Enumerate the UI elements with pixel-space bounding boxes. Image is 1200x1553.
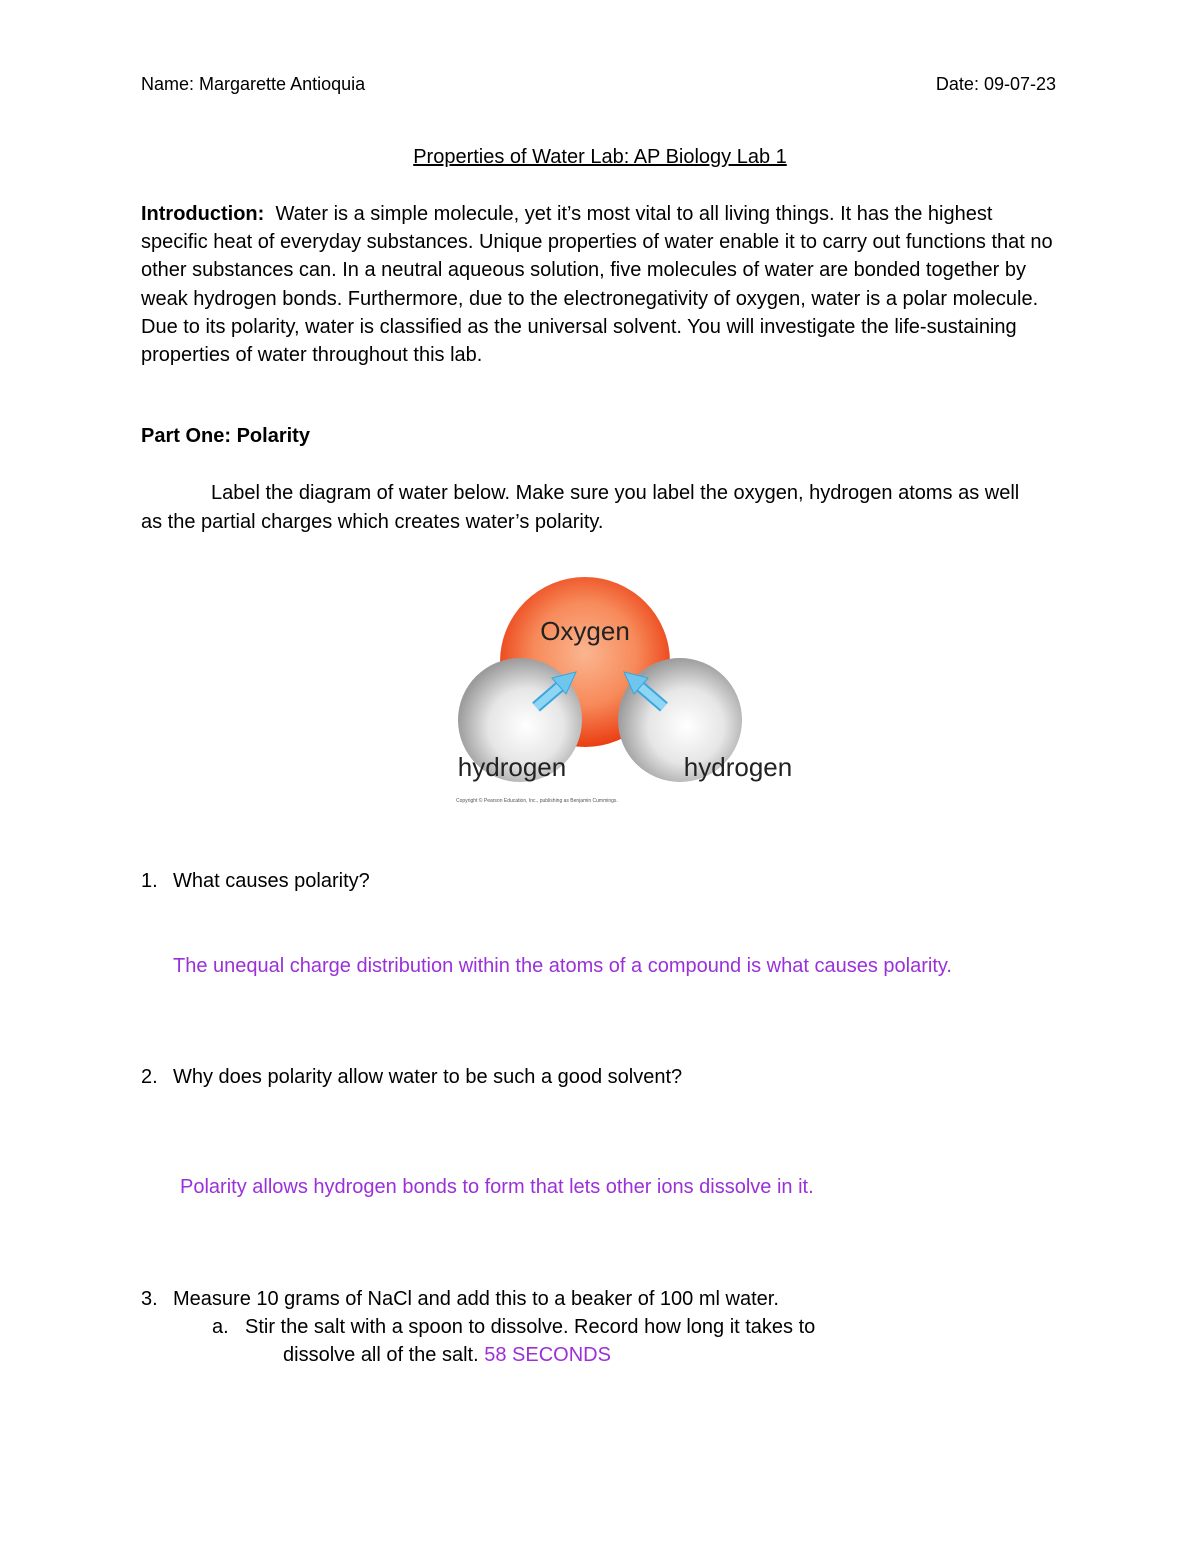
question-2-number: 2.: [141, 1066, 158, 1088]
hydrogen-right-label: hydrogen: [683, 752, 793, 782]
question-3-number: 3.: [141, 1288, 158, 1310]
question-2-text: Why does polarity allow water to be such a good solvent?: [173, 1066, 683, 1088]
answer-2: Polarity allows hydrogen bonds to form that lets other ions dissolve in it.: [180, 1176, 814, 1198]
part-one-heading: Part One: Polarity: [141, 425, 310, 447]
date-field: Date: 09-07-23: [935, 74, 1056, 94]
answer-3a: 58 SECONDS: [484, 1344, 611, 1366]
page-title: Properties of Water Lab: AP Biology Lab 1: [413, 146, 787, 168]
hydrogen-left-label: hydrogen: [457, 752, 567, 782]
diagram-copyright: Copyright © Pearson Education, Inc., publishing as Benjamin Cummings.: [456, 798, 618, 804]
question-1-number: 1.: [141, 870, 158, 892]
question-3a-text-line2: dissolve all of the salt.: [283, 1344, 479, 1366]
question-3a-line2: [283, 1344, 611, 1367]
introduction-paragraph: [141, 200, 1061, 369]
question-3a-letter: a.: [212, 1316, 229, 1338]
introduction-text: Water is a simple molecule, yet it’s most vital to all living things. It has the highest specific heat of everyday substances. Unique properties of water enable it to carry out functions that no other substances can. In a neutral aqueous solution, five molecules of water are bonded together by weak hydrogen bonds. Furthermore, due to the electronegativity of oxygen, water is a polar molecule. Due to its polarity, water is classified as the universal solvent. You will investigate the life-sustaining properties of water throughout this lab.: [141, 203, 1053, 367]
oxygen-label: Oxygen: [540, 616, 630, 646]
question-3a-text-line1: Stir the salt with a spoon to dissolve. Record how long it takes to: [245, 1316, 816, 1338]
question-1-text: What causes polarity?: [173, 870, 370, 892]
water-molecule-diagram: [440, 570, 820, 815]
part-one-instructions: Label the diagram of water below. Make sure you label the oxygen, hydrogen atoms as well as the partial charges which creates water’s polarity.: [141, 482, 1020, 533]
student-name: Name: Margarette Antioquia: [141, 74, 366, 94]
answer-1: The unequal charge distribution within the atoms of a compound is what causes polarity.: [173, 955, 952, 977]
introduction-label: Introduction:: [141, 203, 265, 225]
question-3-text: Measure 10 grams of NaCl and add this to a beaker of 100 ml water.: [173, 1288, 779, 1310]
